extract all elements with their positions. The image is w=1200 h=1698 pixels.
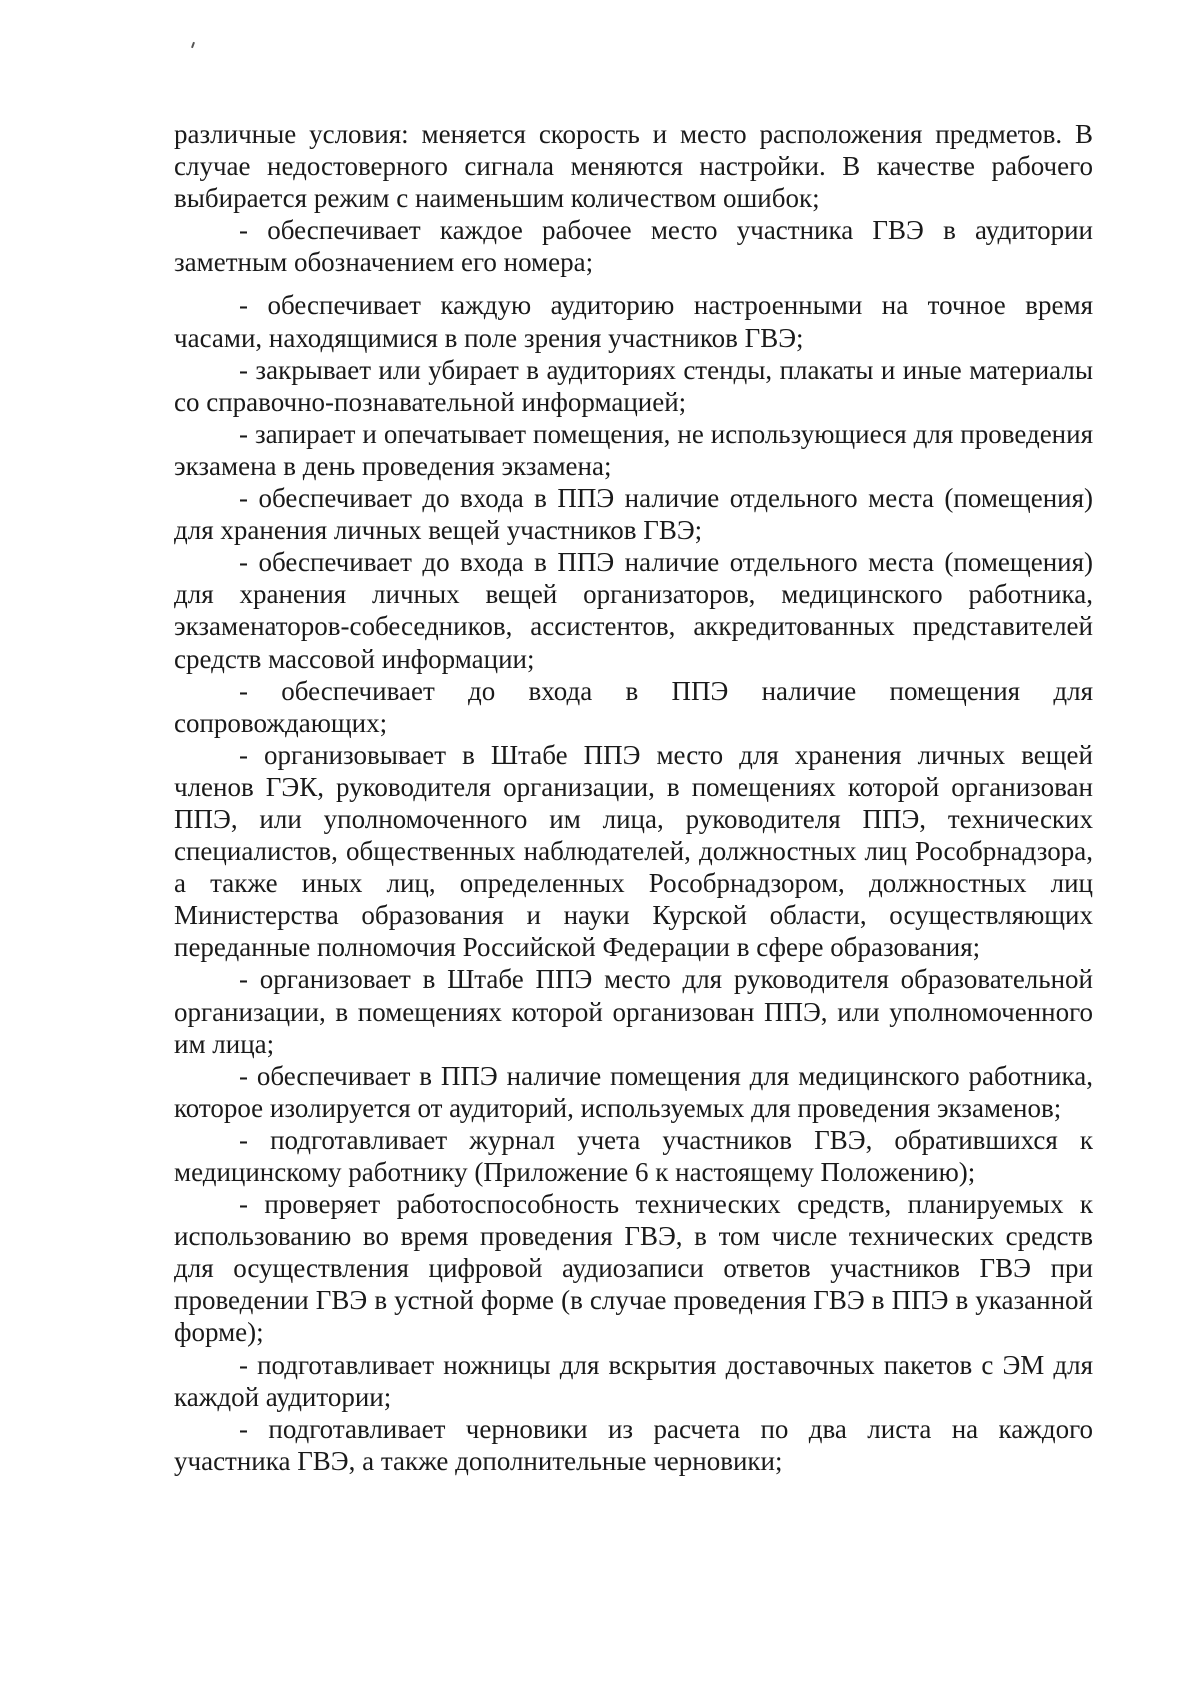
list-item: - подготавливает ножницы для вскрытия доставочных пакетов с ЭМ для каждой аудитории; — [174, 1349, 1093, 1412]
document-body — [174, 118, 1093, 1477]
list-item: - организовывает в Штабе ППЭ место для хранения личных вещей членов ГЭК, руководителя организации, в помещениях которой организован ППЭ, или уполномоченного им лица, руководителя ППЭ, технических специалистов, общественных наблюдателей, должностных лиц Рособрнадзора, а также иных лиц, определенных Рособрнадзором, должностных лиц Министерства образования и науки Курской области, осуществляющих переданные полномочия Российской Федерации в сфере образования; — [174, 739, 1093, 963]
list-item: - подготавливает черновики из расчета по два листа на каждого участника ГВЭ, а также дополнительные черновики; — [174, 1413, 1093, 1476]
scan-mark — [191, 42, 195, 48]
list-item: - подготавливает журнал учета участников ГВЭ, обратившихся к медицинскому работнику (Приложение 6 к настоящему Положению); — [174, 1124, 1093, 1187]
list-item: - организовает в Штабе ППЭ место для руководителя образовательной организации, в помещениях которой организован ППЭ, или уполномоченного им лица; — [174, 964, 1093, 1059]
paragraph: различные условия: меняется скорость и место расположения предметов. В случае недостоверного сигнала меняются настройки. В качестве рабочего выбирается режим с наименьшим количеством ошибок; — [174, 119, 1093, 214]
list-item: - обеспечивает в ППЭ наличие помещения для медицинского работника, которое изолируется от аудиторий, используемых для проведения экзаменов; — [174, 1060, 1093, 1123]
list-item: - проверяет работоспособность технических средств, планируемых к использованию во время проведения ГВЭ, в том числе технических средств для осуществления цифровой аудиозаписи ответов участников ГВЭ при проведении ГВЭ в устной форме (в случае проведения ГВЭ в ППЭ в указанной форме); — [174, 1189, 1093, 1348]
list-item: - обеспечивает до входа в ППЭ наличие отдельного места (помещения) для хранения личных вещей организаторов, медицинского работника, экзаменаторов-собеседников, ассистентов, аккредитованных представителей средств массовой информации; — [174, 547, 1093, 674]
list-item: - обеспечивает до входа в ППЭ наличие отдельного места (помещения) для хранения личных вещей участников ГВЭ; — [174, 483, 1093, 546]
list-item: - обеспечивает до входа в ППЭ наличие помещения для сопровождающих; — [174, 675, 1093, 738]
list-item: - обеспечивает каждую аудиторию настроенными на точное время часами, находящимися в поле зрения участников ГВЭ; — [174, 290, 1093, 353]
list-item: - запирает и опечатывает помещения, не использующиеся для проведения экзамена в день проведения экзамена; — [174, 418, 1093, 481]
list-item: - закрывает или убирает в аудиториях стенды, плакаты и иные материалы со справочно-познавательной информацией; — [174, 354, 1093, 417]
list-item: - обеспечивает каждое рабочее место участника ГВЭ в аудитории заметным обозначением его номера; — [174, 215, 1093, 278]
